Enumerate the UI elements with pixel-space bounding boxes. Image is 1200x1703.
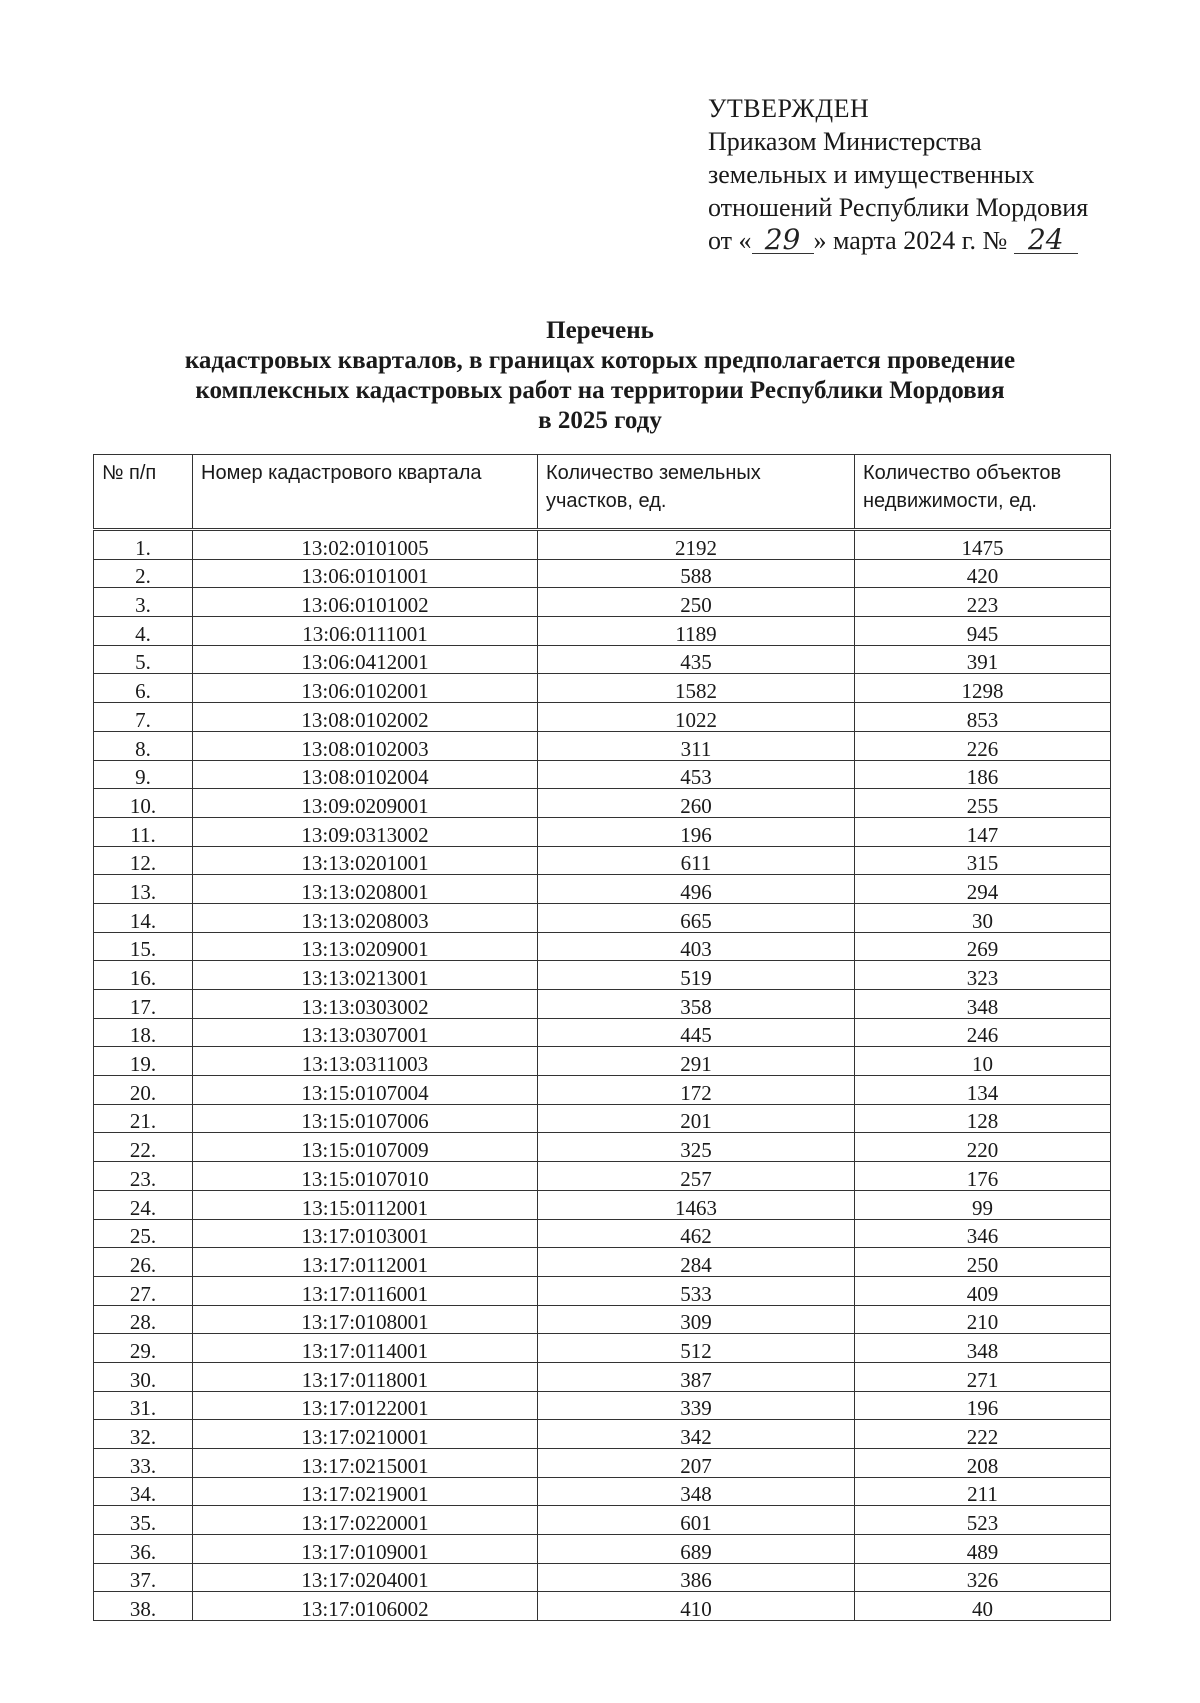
cell-real-estate-objects: 945 — [855, 617, 1111, 646]
cell-land-plots: 445 — [538, 1018, 855, 1047]
table-row — [94, 1248, 1111, 1277]
table-row — [94, 1334, 1111, 1363]
cell-cadastral-quarter: 13:17:0118001 — [193, 1362, 538, 1391]
table-row — [94, 789, 1111, 818]
cell-land-plots: 1582 — [538, 674, 855, 703]
cell-real-estate-objects: 269 — [855, 932, 1111, 961]
cell-land-plots: 519 — [538, 961, 855, 990]
cell-land-plots: 435 — [538, 645, 855, 674]
cell-cadastral-quarter: 13:06:0111001 — [193, 617, 538, 646]
cell-cadastral-quarter: 13:13:0307001 — [193, 1018, 538, 1047]
cell-cadastral-quarter: 13:13:0303002 — [193, 990, 538, 1019]
cell-real-estate-objects: 853 — [855, 703, 1111, 732]
table-row — [94, 990, 1111, 1019]
cell-cadastral-quarter: 13:15:0112001 — [193, 1190, 538, 1219]
cell-real-estate-objects: 250 — [855, 1248, 1111, 1277]
cell-number: 9. — [94, 760, 193, 789]
cell-number: 33. — [94, 1449, 193, 1478]
cadastral-table — [93, 454, 1111, 1621]
cell-number: 36. — [94, 1535, 193, 1564]
cell-real-estate-objects: 176 — [855, 1162, 1111, 1191]
cell-real-estate-objects: 40 — [855, 1592, 1111, 1621]
cell-number: 15. — [94, 932, 193, 961]
cell-cadastral-quarter: 13:13:0201001 — [193, 846, 538, 875]
cell-number: 22. — [94, 1133, 193, 1162]
cell-real-estate-objects: 10 — [855, 1047, 1111, 1076]
approval-line-1: Приказом Министерства — [708, 127, 982, 156]
date-prefix: от « — [708, 226, 752, 255]
cell-number: 29. — [94, 1334, 193, 1363]
cell-number: 23. — [94, 1162, 193, 1191]
table-row — [94, 674, 1111, 703]
cell-cadastral-quarter: 13:17:0114001 — [193, 1334, 538, 1363]
cell-real-estate-objects: 1298 — [855, 674, 1111, 703]
cell-cadastral-quarter: 13:17:0215001 — [193, 1449, 538, 1478]
cell-number: 14. — [94, 903, 193, 932]
document-title — [60, 316, 1140, 436]
cell-land-plots: 339 — [538, 1391, 855, 1420]
cell-number: 31. — [94, 1391, 193, 1420]
title-line-4: в 2025 году — [538, 407, 662, 434]
cell-cadastral-quarter: 13:06:0101001 — [193, 559, 538, 588]
cell-real-estate-objects: 222 — [855, 1420, 1111, 1449]
table-body — [94, 530, 1111, 1621]
cell-cadastral-quarter: 13:15:0107004 — [193, 1076, 538, 1105]
cell-cadastral-quarter: 13:15:0107010 — [193, 1162, 538, 1191]
table-row — [94, 846, 1111, 875]
table-row — [94, 1592, 1111, 1621]
cell-number: 12. — [94, 846, 193, 875]
title-line-2: кадастровых кварталов, в границах которых предполагается проведение — [184, 347, 1016, 374]
cell-cadastral-quarter: 13:09:0313002 — [193, 817, 538, 846]
cell-number: 1. — [94, 530, 193, 560]
cell-land-plots: 257 — [538, 1162, 855, 1191]
cell-land-plots: 496 — [538, 875, 855, 904]
cell-land-plots: 291 — [538, 1047, 855, 1076]
cell-land-plots: 533 — [538, 1276, 855, 1305]
cell-real-estate-objects: 99 — [855, 1190, 1111, 1219]
cell-land-plots: 342 — [538, 1420, 855, 1449]
cell-cadastral-quarter: 13:17:0204001 — [193, 1563, 538, 1592]
cell-land-plots: 410 — [538, 1592, 855, 1621]
cell-number: 3. — [94, 588, 193, 617]
cell-cadastral-quarter: 13:06:0412001 — [193, 645, 538, 674]
table-row — [94, 1162, 1111, 1191]
cell-cadastral-quarter: 13:13:0208003 — [193, 903, 538, 932]
cell-number: 20. — [94, 1076, 193, 1105]
cell-land-plots: 325 — [538, 1133, 855, 1162]
cell-real-estate-objects: 326 — [855, 1563, 1111, 1592]
cell-land-plots: 387 — [538, 1362, 855, 1391]
cell-real-estate-objects: 1475 — [855, 530, 1111, 560]
table-row — [94, 588, 1111, 617]
cell-cadastral-quarter: 13:13:0311003 — [193, 1047, 538, 1076]
table-row — [94, 645, 1111, 674]
title-line-1: Перечень — [546, 317, 654, 344]
cell-real-estate-objects: 346 — [855, 1219, 1111, 1248]
cell-number: 8. — [94, 731, 193, 760]
table-row — [94, 1133, 1111, 1162]
cell-cadastral-quarter: 13:08:0102003 — [193, 731, 538, 760]
cell-cadastral-quarter: 13:17:0112001 — [193, 1248, 538, 1277]
cell-land-plots: 358 — [538, 990, 855, 1019]
handwritten-day: 29 — [752, 227, 814, 254]
cell-number: 4. — [94, 617, 193, 646]
cell-number: 19. — [94, 1047, 193, 1076]
cell-real-estate-objects: 208 — [855, 1449, 1111, 1478]
cell-number: 28. — [94, 1305, 193, 1334]
cell-land-plots: 665 — [538, 903, 855, 932]
cell-land-plots: 201 — [538, 1104, 855, 1133]
cell-land-plots: 284 — [538, 1248, 855, 1277]
cell-number: 35. — [94, 1506, 193, 1535]
cell-cadastral-quarter: 13:17:0122001 — [193, 1391, 538, 1420]
table-row — [94, 559, 1111, 588]
cell-land-plots: 1463 — [538, 1190, 855, 1219]
cell-land-plots: 172 — [538, 1076, 855, 1105]
cell-number: 26. — [94, 1248, 193, 1277]
cell-number: 18. — [94, 1018, 193, 1047]
cell-number: 34. — [94, 1477, 193, 1506]
cell-real-estate-objects: 420 — [855, 559, 1111, 588]
cell-real-estate-objects: 223 — [855, 588, 1111, 617]
cell-real-estate-objects: 186 — [855, 760, 1111, 789]
cell-land-plots: 453 — [538, 760, 855, 789]
approval-line-2: земельных и имущественных — [708, 160, 1035, 189]
cell-cadastral-quarter: 13:09:0209001 — [193, 789, 538, 818]
cell-land-plots: 207 — [538, 1449, 855, 1478]
approval-date-line — [708, 224, 1178, 257]
cell-land-plots: 250 — [538, 588, 855, 617]
cell-real-estate-objects: 523 — [855, 1506, 1111, 1535]
cell-real-estate-objects: 196 — [855, 1391, 1111, 1420]
table-row — [94, 1305, 1111, 1334]
table-header-row — [94, 455, 1111, 530]
table-row — [94, 1506, 1111, 1535]
table-row — [94, 703, 1111, 732]
cell-cadastral-quarter: 13:17:0219001 — [193, 1477, 538, 1506]
cell-land-plots: 386 — [538, 1563, 855, 1592]
cell-number: 27. — [94, 1276, 193, 1305]
cell-land-plots: 1022 — [538, 703, 855, 732]
cell-land-plots: 689 — [538, 1535, 855, 1564]
cell-real-estate-objects: 210 — [855, 1305, 1111, 1334]
table-row — [94, 903, 1111, 932]
cell-land-plots: 348 — [538, 1477, 855, 1506]
cell-number: 5. — [94, 645, 193, 674]
table-row — [94, 617, 1111, 646]
table-row — [94, 1477, 1111, 1506]
cell-number: 6. — [94, 674, 193, 703]
cell-cadastral-quarter: 13:02:0101005 — [193, 530, 538, 560]
cell-cadastral-quarter: 13:15:0107009 — [193, 1133, 538, 1162]
cell-land-plots: 1189 — [538, 617, 855, 646]
cell-real-estate-objects: 294 — [855, 875, 1111, 904]
cell-real-estate-objects: 409 — [855, 1276, 1111, 1305]
cell-cadastral-quarter: 13:17:0210001 — [193, 1420, 538, 1449]
cell-number: 16. — [94, 961, 193, 990]
cell-real-estate-objects: 348 — [855, 990, 1111, 1019]
title-line-3: комплексных кадастровых работ на территории Республики Мордовия — [195, 377, 1005, 404]
cell-number: 30. — [94, 1362, 193, 1391]
cell-cadastral-quarter: 13:17:0106002 — [193, 1592, 538, 1621]
table-row — [94, 932, 1111, 961]
cell-real-estate-objects: 211 — [855, 1477, 1111, 1506]
table-row — [94, 961, 1111, 990]
cell-real-estate-objects: 255 — [855, 789, 1111, 818]
cell-real-estate-objects: 134 — [855, 1076, 1111, 1105]
cell-number: 25. — [94, 1219, 193, 1248]
cell-real-estate-objects: 128 — [855, 1104, 1111, 1133]
cell-cadastral-quarter: 13:17:0108001 — [193, 1305, 538, 1334]
cell-cadastral-quarter: 13:17:0220001 — [193, 1506, 538, 1535]
cell-cadastral-quarter: 13:08:0102004 — [193, 760, 538, 789]
cell-number: 37. — [94, 1563, 193, 1592]
table-row — [94, 817, 1111, 846]
cell-real-estate-objects: 348 — [855, 1334, 1111, 1363]
cell-number: 13. — [94, 875, 193, 904]
cell-real-estate-objects: 315 — [855, 846, 1111, 875]
header-land-plots: Количество земельных участков, ед. — [538, 455, 855, 530]
cell-number: 38. — [94, 1592, 193, 1621]
cell-real-estate-objects: 246 — [855, 1018, 1111, 1047]
table-row — [94, 1018, 1111, 1047]
table-row — [94, 875, 1111, 904]
cell-real-estate-objects: 489 — [855, 1535, 1111, 1564]
cell-land-plots: 512 — [538, 1334, 855, 1363]
cell-number: 17. — [94, 990, 193, 1019]
cell-land-plots: 309 — [538, 1305, 855, 1334]
date-suffix: » марта 2024 г. № — [813, 226, 1008, 255]
table-row — [94, 1420, 1111, 1449]
table-row — [94, 731, 1111, 760]
cell-real-estate-objects: 226 — [855, 731, 1111, 760]
cell-cadastral-quarter: 13:17:0109001 — [193, 1535, 538, 1564]
table-row — [94, 1563, 1111, 1592]
table-row — [94, 760, 1111, 789]
table-row — [94, 1104, 1111, 1133]
header-number: № п/п — [94, 455, 193, 530]
cell-number: 7. — [94, 703, 193, 732]
cell-land-plots: 611 — [538, 846, 855, 875]
cell-number: 24. — [94, 1190, 193, 1219]
table-row — [94, 1219, 1111, 1248]
cell-land-plots: 403 — [538, 932, 855, 961]
cell-cadastral-quarter: 13:17:0116001 — [193, 1276, 538, 1305]
table-row — [94, 1362, 1111, 1391]
cell-cadastral-quarter: 13:06:0102001 — [193, 674, 538, 703]
cell-land-plots: 260 — [538, 789, 855, 818]
cell-land-plots: 311 — [538, 731, 855, 760]
approval-block — [708, 92, 1178, 257]
cell-real-estate-objects: 323 — [855, 961, 1111, 990]
table-row — [94, 1449, 1111, 1478]
cell-cadastral-quarter: 13:13:0208001 — [193, 875, 538, 904]
handwritten-order-number: 24 — [1014, 227, 1078, 254]
cell-cadastral-quarter: 13:13:0209001 — [193, 932, 538, 961]
cell-real-estate-objects: 30 — [855, 903, 1111, 932]
header-real-estate-objects: Количество объектов недвижимости, ед. — [855, 455, 1111, 530]
approval-line-3: отношений Республики Мордовия — [708, 193, 1089, 222]
cell-land-plots: 196 — [538, 817, 855, 846]
table-row — [94, 1076, 1111, 1105]
cell-land-plots: 2192 — [538, 530, 855, 560]
cell-cadastral-quarter: 13:13:0213001 — [193, 961, 538, 990]
cell-land-plots: 588 — [538, 559, 855, 588]
table-row — [94, 1047, 1111, 1076]
cell-land-plots: 601 — [538, 1506, 855, 1535]
cell-cadastral-quarter: 13:06:0101002 — [193, 588, 538, 617]
cell-number: 21. — [94, 1104, 193, 1133]
cell-real-estate-objects: 271 — [855, 1362, 1111, 1391]
cell-land-plots: 462 — [538, 1219, 855, 1248]
cell-real-estate-objects: 147 — [855, 817, 1111, 846]
table-row — [94, 1276, 1111, 1305]
cell-number: 10. — [94, 789, 193, 818]
approval-status: УТВЕРЖДЕН — [708, 94, 870, 123]
cell-number: 2. — [94, 559, 193, 588]
cell-number: 11. — [94, 817, 193, 846]
table-row — [94, 1391, 1111, 1420]
cell-cadastral-quarter: 13:17:0103001 — [193, 1219, 538, 1248]
table-row — [94, 1190, 1111, 1219]
cell-number: 32. — [94, 1420, 193, 1449]
cell-real-estate-objects: 220 — [855, 1133, 1111, 1162]
table-row — [94, 1535, 1111, 1564]
header-cadastral-quarter: Номер кадастрового квартала — [193, 455, 538, 530]
cell-cadastral-quarter: 13:08:0102002 — [193, 703, 538, 732]
table-row — [94, 530, 1111, 560]
cell-cadastral-quarter: 13:15:0107006 — [193, 1104, 538, 1133]
cell-real-estate-objects: 391 — [855, 645, 1111, 674]
